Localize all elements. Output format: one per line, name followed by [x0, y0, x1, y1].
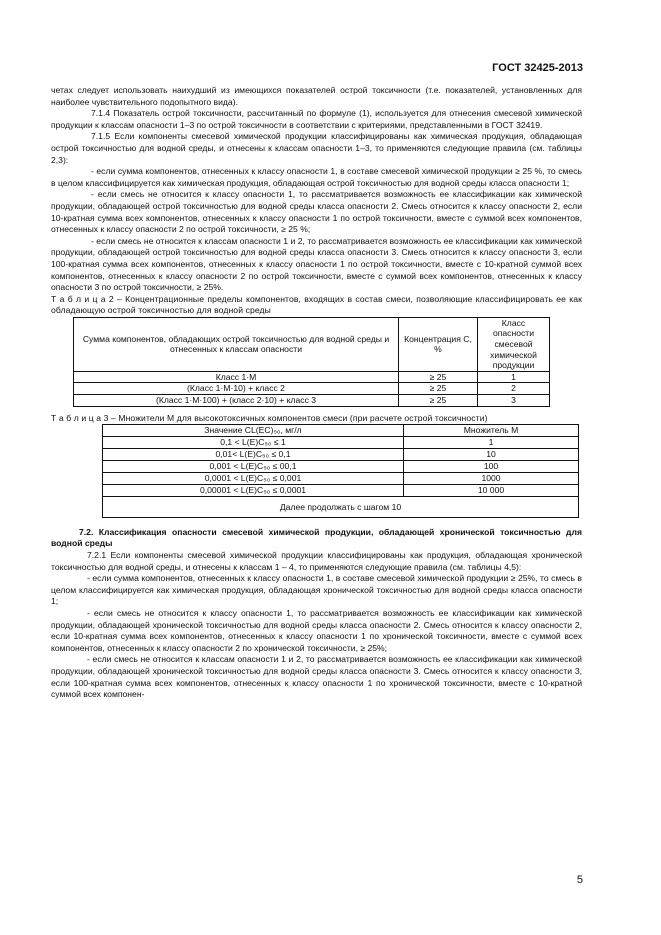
page-number: 5 [576, 874, 583, 886]
table-cell: 0,0001 < L(E)C₅₀ ≤ 0,001 [103, 472, 404, 484]
table-row [74, 395, 550, 407]
table-cell: 0,001 < L(E)C₅₀ ≤ 00,1 [103, 460, 404, 472]
table-row [103, 436, 579, 448]
table-cell: 0,00001 < L(E)C₅₀ ≤ 0,0001 [103, 484, 404, 496]
table-header-cell: Концентрация C, % [399, 317, 478, 371]
table-row [103, 460, 579, 472]
table-header-row [74, 317, 550, 371]
table3-caption: Т а б л и ц а 3 – Множители M для высокотоксичных компонентов смеси (при расчете острой токсичности) [51, 412, 488, 423]
document-code-header: ГОСТ 32425-2013 [492, 62, 583, 74]
table-footer-row [103, 496, 579, 517]
paragraph: 7.1.4 Показатель острой токсичности, рассчитанный по формуле (1), используется для отнесения смесевой химической продукции к классам опасности 1–3 по острой токсичности в соответствии с критериями, представленными в ГОСТ 32419. [51, 108, 582, 130]
paragraph: 7.2.1 Если компоненты смесевой химической продукции классифицированы как продукция, обладающая хронической токсичностью для водной среды, и отнесены к классам 1 – 4, то применяются следующие правила (см. таблицы 4,5): [51, 550, 582, 572]
paragraph: 7.1.5 Если компоненты смесевой химической продукции классифицированы как химическая продукция, обладающая острой токсичностью для водной среды, и отнесены к классам опасности 1–3, то применяются следующие правила (см. таблицы 2,3): [51, 131, 582, 165]
table-cell: 10 000 [404, 484, 579, 496]
table-cell: 0,01< L(E)C₅₀ ≤ 0,1 [103, 448, 404, 460]
table-header-row [103, 425, 579, 437]
table-row [103, 472, 579, 484]
table-row [74, 371, 550, 383]
table2-caption: Т а б л и ц а 2 – Концентрационные пределы компонентов, входящих в состав смеси, позволяющие классифицировать ее как обладающую острой токсичностью для водной среды [51, 293, 582, 316]
table-row [103, 448, 579, 460]
list-item: - если сумма компонентов, отнесенных к классу опасности 1, в составе смесевой химической продукции ≥ 25%, то смесь в целом классифицируется как химическая продукция, обладающая хронической токсичностью для водной среды класса опасности 1; [51, 573, 582, 607]
list-item: - если смесь не относится к классу опасности 1, то рассматривается возможность ее классификации как химической продукции, обладающей хронической токсичностью для водной среды класса опасности 2. Смесь относится к классу опасности 2, если 10-кратная сумма всех компонентов, отнесенных к классу опасности 1 по хронической токсичности, вместе с суммой всех компонентов, отнесенных к классу опасности 2 по хронической токсичности, ≥ 25%; [51, 607, 582, 653]
table-cell: 2 [478, 383, 550, 395]
table-cell: 0,1 < L(E)C₅₀ ≤ 1 [103, 436, 404, 448]
table-header-cell: Класс опасности смесевой химической продукции [478, 317, 550, 371]
table-row [103, 484, 579, 496]
table-cell: 10 [404, 448, 579, 460]
table-cell: 1 [404, 436, 579, 448]
table-cell: ≥ 25 [399, 371, 478, 383]
page-content [51, 85, 582, 701]
table3 [102, 424, 579, 518]
list-item: - если сумма компонентов, отнесенных к классу опасности 1, в составе смесевой химической продукции ≥ 25 %, то смесь в целом классифицируется как химическая продукция, обладающая острой токсичностью для водной среды класса опасности 1; [51, 166, 582, 188]
table-header-cell: Значение CL(EC)₅₀, мг/л [103, 425, 404, 437]
table2 [73, 317, 550, 407]
table-cell: 3 [478, 395, 550, 407]
table-footer-cell: Далее продолжать с шагом 10 [103, 496, 579, 517]
table-cell: 1 [478, 371, 550, 383]
table-cell: ≥ 25 [399, 395, 478, 407]
table-row [74, 383, 550, 395]
list-item: - если смесь не относится к классам опасности 1 и 2, то рассматривается возможность ее классификации как химической продукции, обладающей хронической токсичностью для водной среды класса опасности 3. Смесь относится к классу опасности 3, если 100-кратная сумма всех компонентов, отнесенных к классу опасности 1 по хронической токсичности, вместе с 10-кратной суммой всех компонен- [51, 654, 582, 700]
table-cell: Класс 1·M [74, 371, 399, 383]
table-header-cell: Сумма компонентов, обладающих острой токсичностью для водной среды и отнесенных к классам опасности [74, 317, 399, 371]
section-heading: 7.2. Классификация опасности смесевой химической продукции, обладающей хронической токсичностью для водной среды [51, 526, 582, 549]
table-cell: 100 [404, 460, 579, 472]
list-item: - если смесь не относится к классу опасности 1, то рассматривается возможность ее классификации как химической продукции, обладающей острой токсичностью для водной среды класса опасности 2. Смесь относится к классу опасности 2, если 10-кратная сумма всех компонентов, отнесенных к классу опасности 1 по острой токсичности, вместе с суммой всех компонентов, отнесенных к классу опасности 2 по острой токсичности, ≥ 25 %; [51, 189, 582, 235]
table-header-cell: Множитель M [404, 425, 579, 437]
table-cell: 1000 [404, 472, 579, 484]
table-cell: ≥ 25 [399, 383, 478, 395]
table-cell: (Класс 1·M·10) + класс 2 [74, 383, 399, 395]
list-item: - если смесь не относится к классам опасности 1 и 2, то рассматривается возможность ее классификации как химической продукции, обладающей острой токсичностью для водной среды класса опасности 3. Смесь относится к классу опасности 3, если 100-кратная сумма всех компонентов, отнесенных к классу опасности 1 по острой токсичности, вместе с 10-кратной суммой всех компонентов, отнесенных к классу опасности 2 по острой токсичности, вместе с суммой всех компонентов, отнесенных к классу опасности 3 по острой токсичности, ≥ 25%. [51, 235, 582, 293]
paragraph: четах следует использовать наихудший из имеющихся показателей острой токсичности (т.е. показателей, установленных для наиболее чувствительного подопытного вида). [51, 85, 582, 107]
table-cell: (Класс 1·M·100) + (класс 2·10) + класс 3 [74, 395, 399, 407]
